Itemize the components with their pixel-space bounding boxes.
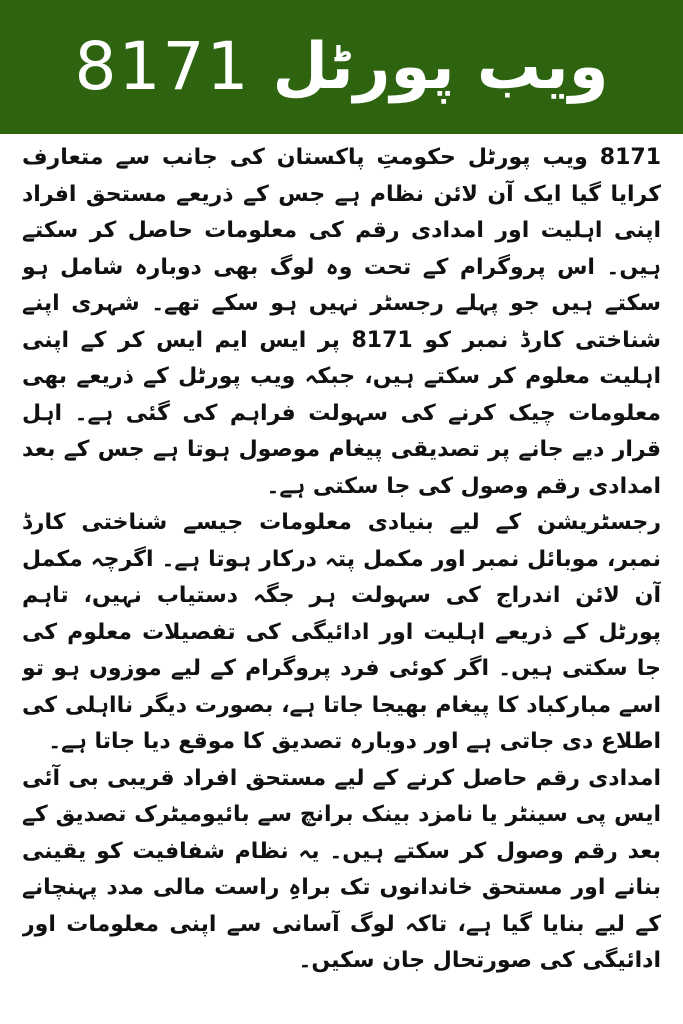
article-paragraph-2: رجسٹریشن کے لیے بنیادی معلومات جیسے شناختی کارڈ نمبر، موبائل نمبر اور مکمل پتہ درکار ہوتا ہے۔ اگرچہ مکمل آن لائن اندراج کی سہولت ہر جگہ دستیاب نہیں، تاہم پورٹل کے ذریعے اہلیت اور ادائیگی کی تفصیلات معلوم کی جا سکتی ہیں۔ اگر کوئی فرد پروگرام کے لیے موزوں ہو تو اسے مبارکباد کا پیغام بھیجا جاتا ہے، بصورت دیگر نااہلی کی اطلاع دی جاتی ہے اور دوبارہ تصدیق کا موقع دیا جاتا ہے۔	[22, 510, 661, 754]
article-body	[22, 140, 661, 1018]
banner-title: ویب پورٹل	[272, 30, 609, 104]
header-banner	[0, 0, 683, 134]
article-paragraph-1: 8171 ویب پورٹل حکومتِ پاکستان کی جانب سے متعارف کرایا گیا ایک آن لائن نظام ہے جس کے ذریعے مستحق افراد اپنی اہلیت اور امدادی رقم کی معلومات حاصل کر سکتے ہیں۔ اس پروگرام کے تحت وہ لوگ بھی دوبارہ شامل ہو سکتے ہیں جو پہلے رجسٹر نہیں ہو سکے تھے۔ شہری اپنے شناختی کارڈ نمبر کو 8171 پر ایس ایم ایس کر کے اپنی اہلیت معلوم کر سکتے ہیں، جبکہ ویب پورٹل کے ذریعے بھی معلومات چیک کرنے کی سہولت فراہم کی گئی ہے۔ اہل قرار دیے جانے پر تصدیقی پیغام موصول ہوتا ہے جس کے بعد امدادی رقم وصول کی جا سکتی ہے۔	[22, 145, 661, 499]
article-paragraph-3: امدادی رقم حاصل کرنے کے لیے مستحق افراد قریبی بی آئی ایس پی سینٹر یا نامزد بینک برانچ سے بائیومیٹرک تصدیق کے بعد رقم وصول کر سکتے ہیں۔ یہ نظام شفافیت کو یقینی بنانے اور مستحق خاندانوں تک براہِ راست مالی مدد پہنچانے کے لیے بنایا گیا ہے، تاکہ لوگ آسانی سے اپنی معلومات اور ادائیگی کی صورتحال جان سکیں۔	[22, 765, 661, 973]
banner-number: 8171	[74, 28, 251, 105]
